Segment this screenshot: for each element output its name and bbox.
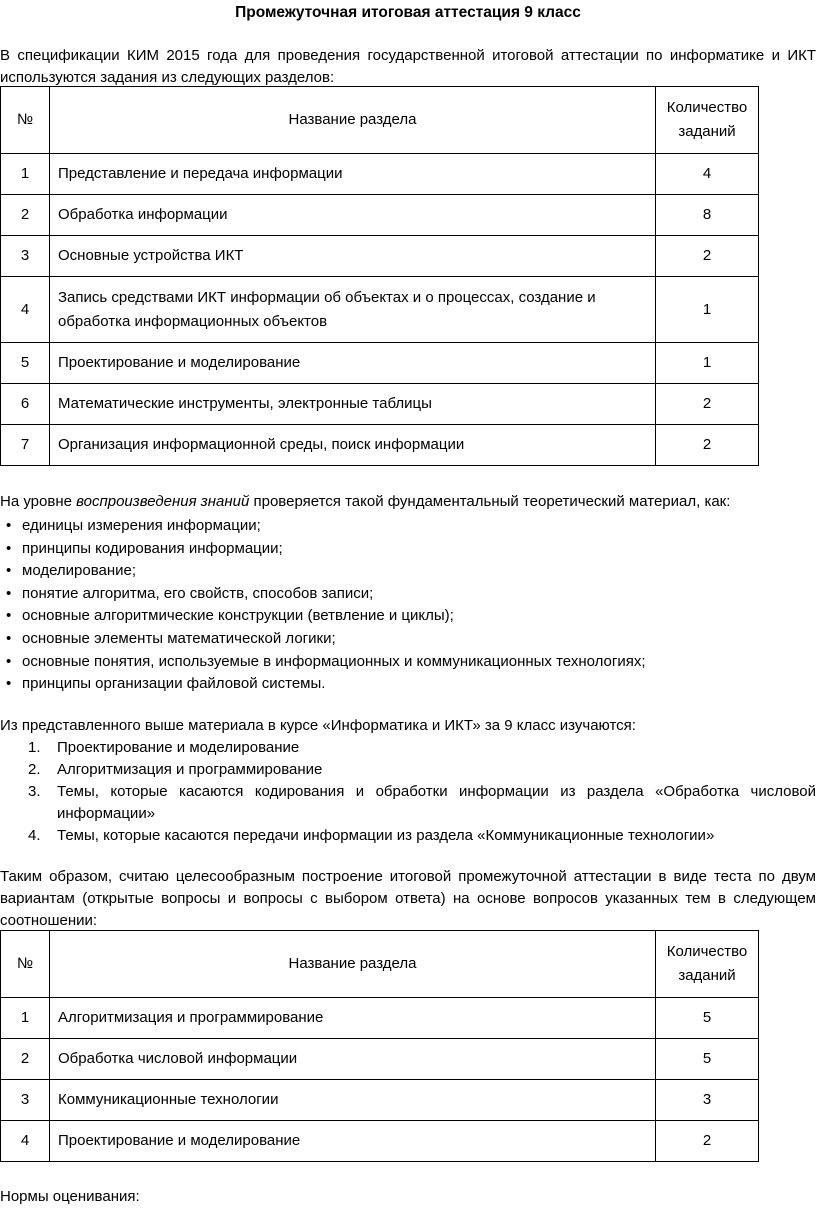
- row-count: 2: [656, 384, 759, 425]
- row-count: 2: [656, 236, 759, 277]
- bullet-icon: •: [6, 584, 12, 602]
- row-num: 6: [1, 384, 50, 425]
- table-row: [1, 384, 759, 425]
- knowledge-emphasis: воспроизведения знаний: [76, 493, 250, 510]
- list-item-text: Алгоритмизация и программирование: [57, 761, 323, 778]
- studied-intro: Из представленного выше материала в курсе «Информатика и ИКТ» за 9 класс изучаются:: [0, 717, 636, 734]
- table-row: [1, 277, 759, 343]
- list-item: [0, 673, 646, 696]
- conclusion-paragraph: Таким образом, считаю целесообразным построение итоговой промежуточной аттестации в виде теста по двум вариантам (открытые вопросы и вопросы с выбором ответа) на основе вопросов указанных тем в следующем соотношении:: [0, 868, 816, 929]
- list-item: [0, 583, 646, 606]
- bullet-icon: •: [6, 562, 12, 580]
- row-count: 5: [656, 998, 759, 1039]
- list-item-text: моделирование;: [22, 562, 137, 580]
- list-item: [0, 560, 646, 583]
- row-count: 3: [656, 1080, 759, 1121]
- table-header-row: [1, 931, 759, 998]
- table-row: [1, 1039, 759, 1080]
- row-num: 2: [1, 1039, 50, 1080]
- header-num: №: [1, 931, 50, 998]
- row-name: Обработка числовой информации: [50, 1039, 656, 1080]
- row-name: Коммуникационные технологии: [50, 1080, 656, 1121]
- table-row: [1, 236, 759, 277]
- row-name: Представление и передача информации: [50, 154, 656, 195]
- row-count: 8: [656, 195, 759, 236]
- row-num: 4: [1, 277, 50, 343]
- row-name: Алгоритмизация и программирование: [50, 998, 656, 1039]
- list-item: [0, 825, 816, 847]
- row-name: Организация информационной среды, поиск информации: [50, 425, 656, 466]
- knowledge-paragraph: [0, 491, 816, 513]
- list-item-text: основные элементы математической логики;: [22, 629, 336, 647]
- intro-paragraph: В спецификации КИМ 2015 года для проведения государственной итоговой аттестации по информатике и ИКТ используются задания из следующих разделов:: [0, 47, 816, 86]
- bullet-icon: •: [6, 517, 12, 534]
- bullet-icon: •: [6, 607, 12, 625]
- bullet-icon: •: [6, 675, 12, 693]
- knowledge-suffix: проверяется такой фундаментальный теоретический материал, как:: [249, 493, 731, 510]
- table-header-row: [1, 87, 759, 154]
- list-item: [0, 605, 646, 628]
- bullet-icon: •: [6, 539, 12, 557]
- list-item-text: принципы кодирования информации;: [22, 539, 283, 557]
- row-count: 2: [656, 1121, 759, 1162]
- list-item-text: Проектирование и моделирование: [57, 739, 300, 756]
- list-item-text: основные понятия, используемые в информационных и коммуникационных технологиях;: [22, 652, 646, 670]
- list-item-text: единицы измерения информации;: [22, 517, 261, 534]
- bullet-icon: •: [6, 652, 12, 670]
- row-count: 5: [656, 1039, 759, 1080]
- list-item: [0, 737, 816, 759]
- list-item-number: 4.: [28, 827, 41, 844]
- row-count: 1: [656, 277, 759, 343]
- row-num: 2: [1, 195, 50, 236]
- row-name: Проектирование и моделирование: [50, 1121, 656, 1162]
- table-row: [1, 425, 759, 466]
- row-name: Основные устройства ИКТ: [50, 236, 656, 277]
- list-item-text: принципы организации файловой системы.: [22, 675, 326, 693]
- row-name: Математические инструменты, электронные таблицы: [50, 384, 656, 425]
- distribution-table: [0, 930, 759, 1162]
- list-item-text: Темы, которые касаются кодирования и обработки информации из раздела «Обработка числовой информации»: [57, 783, 816, 822]
- row-count: 1: [656, 343, 759, 384]
- header-name: Название раздела: [50, 87, 656, 154]
- list-item: [0, 651, 646, 674]
- list-item-number: 2.: [28, 761, 41, 778]
- header-count: Количество заданий: [656, 87, 759, 154]
- row-num: 3: [1, 236, 50, 277]
- row-num: 5: [1, 343, 50, 384]
- row-count: 2: [656, 425, 759, 466]
- row-num: 3: [1, 1080, 50, 1121]
- table-row: [1, 998, 759, 1039]
- norms-heading: Нормы оценивания:: [0, 1188, 140, 1205]
- list-item: [0, 781, 816, 825]
- table-row: [1, 195, 759, 236]
- header-num: №: [1, 87, 50, 154]
- list-item: [0, 628, 646, 651]
- row-name: Обработка информации: [50, 195, 656, 236]
- list-item-text: Темы, которые касаются передачи информации из раздела «Коммуникационные технологии»: [57, 827, 715, 844]
- bullet-icon: •: [6, 629, 12, 647]
- studied-list: [0, 737, 816, 847]
- row-num: 1: [1, 154, 50, 195]
- row-num: 1: [1, 998, 50, 1039]
- row-num: 7: [1, 425, 50, 466]
- list-item: [0, 538, 646, 561]
- header-count: Количество заданий: [656, 931, 759, 998]
- sections-table: [0, 86, 759, 466]
- row-count: 4: [656, 154, 759, 195]
- knowledge-list: [0, 515, 646, 696]
- table-row: [1, 1121, 759, 1162]
- header-name: Название раздела: [50, 931, 656, 998]
- knowledge-prefix: На уровне: [0, 493, 77, 510]
- table-row: [1, 343, 759, 384]
- list-item: [0, 759, 816, 781]
- table-row: [1, 154, 759, 195]
- list-item-text: понятие алгоритма, его свойств, способов записи;: [22, 584, 374, 602]
- page-title: Промежуточная итоговая аттестация 9 класс: [235, 4, 581, 21]
- list-item-number: 3.: [28, 783, 41, 800]
- list-item-text: основные алгоритмические конструкции (ветвление и циклы);: [22, 607, 454, 625]
- row-name: Проектирование и моделирование: [50, 343, 656, 384]
- table-row: [1, 1080, 759, 1121]
- list-item: [0, 515, 646, 538]
- list-item-number: 1.: [28, 739, 41, 756]
- row-name: Запись средствами ИКТ информации об объектах и о процессах, создание и обработка информационных объектов: [50, 277, 656, 343]
- row-num: 4: [1, 1121, 50, 1162]
